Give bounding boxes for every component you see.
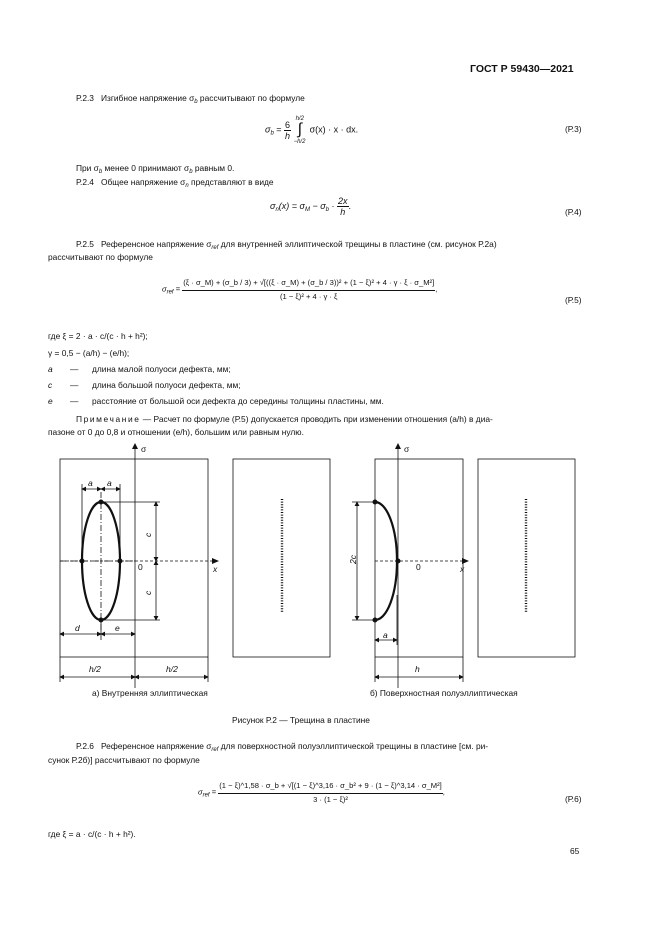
eq-label-p6: (Р.6) (565, 794, 582, 804)
def-symbol: a (48, 364, 53, 374)
label-e: e (115, 623, 120, 633)
formula-fraction (218, 779, 443, 806)
plate-a-side (233, 459, 330, 657)
formula-symbol: σ (162, 284, 167, 294)
label-d: d (75, 623, 80, 633)
formula-part: − σ (309, 200, 326, 211)
label-zero-b: 0 (416, 562, 421, 572)
formula-p5 (162, 276, 437, 303)
fraction-numerator: 6 (285, 119, 291, 130)
def-a (48, 364, 231, 374)
fraction-denominator: (1 − ξ)² + 4 · γ · ξ (280, 292, 338, 301)
note-head: Примечание (76, 414, 141, 424)
integrand: σ(x) · x · dx. (309, 124, 359, 135)
fraction-denominator: h (285, 130, 291, 141)
text: менее 0 принимают σ (102, 163, 190, 173)
integral-lower: −h/2 (293, 139, 306, 145)
plate-b-front (375, 459, 463, 657)
formula-p4 (270, 196, 351, 217)
where-p26: где ξ = a · c/(c · h + h²). (48, 829, 136, 839)
formula-fraction (337, 196, 349, 217)
subscript: ref (211, 245, 219, 251)
def-text: длина большой полуоси дефекта, мм; (92, 380, 241, 390)
def-dash: — (70, 380, 79, 390)
subscript: b (270, 130, 274, 137)
para-text: представляют в виде (188, 177, 274, 187)
formula-p3 (265, 117, 358, 143)
para-text: для внутренней эллиптической трещины в пластине (см. рисунок Р.2а) (218, 239, 497, 249)
note-p25-line2: пазоне от 0 до 0,8 и отношении (e/h), большим или равным нулю. (48, 427, 304, 437)
subscript: n (275, 206, 279, 213)
formula-fraction (284, 120, 291, 141)
para-p26-text (76, 741, 488, 753)
subscript: b (189, 169, 193, 175)
subscript: b (98, 169, 103, 175)
label-x-b: x (460, 564, 465, 574)
formula-part: · (329, 200, 337, 211)
label-c2: c (143, 590, 153, 595)
label-a-b: a (383, 630, 388, 640)
def-dash: — (70, 396, 79, 406)
para-text: Общее напряжение σ (100, 177, 186, 187)
para-number: Р.2.5 (76, 239, 94, 249)
def-symbol: c (48, 380, 53, 390)
figure-crack-in-plate (0, 440, 661, 700)
fraction-numerator: (ξ · σ_M) + (σ_b / 3) + √[((ξ · σ_M) + (σ_b / 3))² + (1 − ξ)² + 4 · γ · ξ · σ_M²] (182, 276, 435, 291)
text: равным 0. (192, 163, 235, 173)
para-p23-text (76, 93, 305, 105)
label-x-a: x (213, 564, 218, 574)
figure-title: Рисунок Р.2 — Трещина в пластине (232, 715, 370, 725)
note-p25 (76, 414, 493, 424)
formula-eq: = (173, 284, 183, 294)
formula-end: , (435, 284, 438, 294)
para-text: Референсное напряжение σ (100, 741, 212, 751)
caption-b: б) Поверхностная полуэллиптическая (370, 688, 518, 698)
def-text: расстояние от большой оси дефекта до середины толщины пластины, мм. (92, 396, 384, 406)
eq-label-p3: (Р.3) (565, 124, 582, 134)
label-h2-right: h/2 (166, 664, 178, 674)
where-xi: где ξ = 2 · a · c/(c · h + h²); (48, 331, 148, 341)
fraction-denominator: 3 · (1 − ξ)² (313, 795, 348, 804)
para-p26-line2: сунок Р.2б)] рассчитывают по формуле (48, 755, 200, 765)
def-dash: — (70, 364, 79, 374)
label-h2-left: h/2 (89, 664, 101, 674)
subscript: b (194, 99, 198, 105)
def-text: длина малой полуоси дефекта, мм; (92, 364, 231, 374)
formula-eq: = (209, 787, 219, 797)
label-a1: a (88, 478, 93, 488)
integral-upper: h/2 (295, 116, 304, 122)
para-number: Р.2.3 (76, 93, 94, 103)
plate-b-side (478, 459, 575, 657)
para-text: Референсное напряжение σ (100, 239, 212, 249)
page-number: 65 (570, 846, 580, 856)
fraction-numerator: 2x (338, 196, 348, 206)
para-number: Р.2.6 (76, 741, 94, 751)
formula-eq: = (273, 124, 285, 135)
subscript: ref (202, 792, 210, 799)
label-zero-a: 0 (138, 562, 143, 572)
para-text: Изгибное напряжение σ (100, 93, 195, 103)
label-sigma-b: σ (404, 444, 410, 454)
subscript: n (185, 183, 189, 189)
para-text: для поверхностной полуэллиптической трещины в пластине [см. ри- (218, 741, 489, 751)
def-e (48, 396, 384, 406)
formula-symbol: σ (270, 200, 276, 211)
formula-part: (x) = σ (278, 200, 305, 211)
standard-header: ГОСТ Р 59430—2021 (470, 63, 574, 75)
note-p23 (76, 163, 234, 175)
fraction-denominator: h (340, 207, 346, 217)
para-number: Р.2.4 (76, 177, 94, 187)
integral-sign: h/2 ∫ −h/2 (293, 116, 306, 145)
eq-label-p4: (Р.4) (565, 207, 582, 217)
subscript: ref (166, 289, 174, 296)
label-a2: a (107, 478, 112, 488)
label-h: h (415, 664, 420, 674)
subscript: b (325, 206, 329, 213)
eq-label-p5: (Р.5) (565, 295, 582, 305)
fraction-numerator: (1 − ξ)^1,58 · σ_b + √[(1 − ξ)^3,16 · σ_b² + 9 · (1 − ξ)^3,14 · σ_M²] (218, 779, 443, 794)
formula-fraction (182, 276, 438, 303)
formula-end: , (442, 787, 445, 797)
formula-symbol: σ (198, 787, 203, 797)
text: При σ (76, 163, 99, 173)
label-c1: c (143, 532, 153, 537)
para-p24-text (76, 177, 274, 189)
caption-a: а) Внутренняя эллиптическая (92, 688, 208, 698)
para-p25-line2: рассчитывают по формуле (48, 252, 153, 262)
def-symbol: e (48, 396, 53, 406)
label-2c: 2c (348, 555, 358, 564)
formula-symbol: σ (265, 124, 271, 135)
label-sigma-a: σ (141, 444, 147, 454)
para-p25-text (76, 239, 497, 251)
note-text: — Расчет по формуле (Р.5) допускается проводить при изменении отношения (a/h) в диа- (140, 414, 493, 424)
subscript: ref (211, 747, 219, 753)
para-text: рассчитывают по формуле (197, 93, 305, 103)
formula-end: . (348, 200, 352, 211)
def-c (48, 380, 241, 390)
where-gamma: γ = 0,5 − (a/h) − (e/h); (48, 348, 130, 358)
formula-p6 (198, 779, 445, 806)
subscript: M (304, 206, 310, 213)
